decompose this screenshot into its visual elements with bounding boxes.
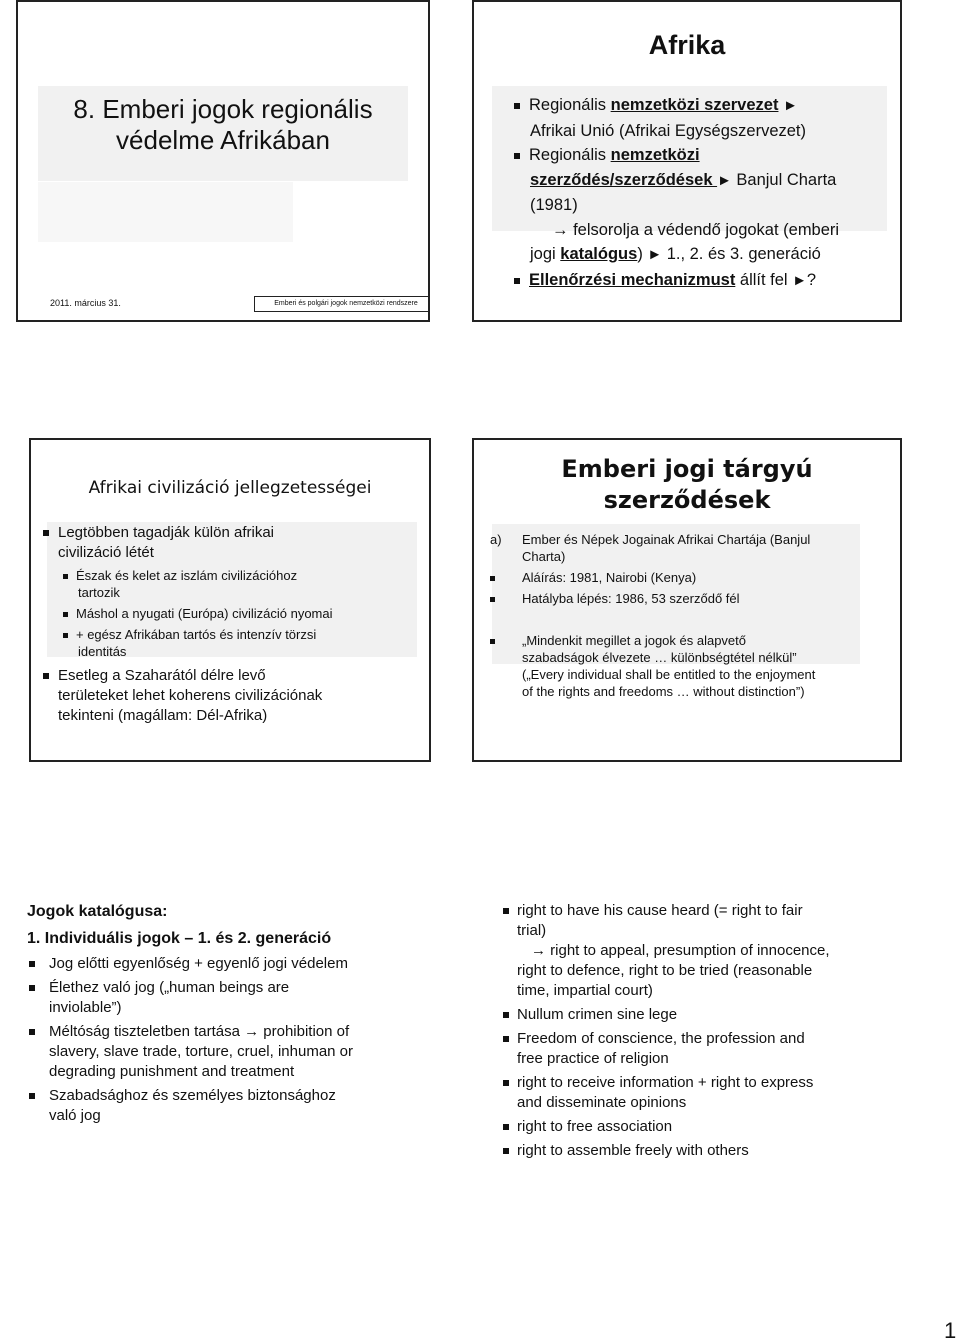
bullet-icon [63,574,68,579]
list-item-continuation: szerződés/szerződések ► Banjul Charta [530,170,837,189]
list-item: Élethez való jog („human beings are [49,978,422,998]
bullet-icon [63,633,68,638]
slide-3-title: Afrikai civilizáció jellegzetességei [88,478,372,498]
list-item-continuation: jogi katalógus) ► 1., 2. és 3. generáció [530,245,821,263]
list-item: right to free association [517,1117,877,1137]
list-item-continuation: (1981) [530,196,578,214]
bullet-icon [43,673,49,679]
list-item: Hatályba lépés: 1986, 53 szerződő fél [490,590,894,607]
play-arrow-icon: ► [783,98,798,114]
slide-3-body [43,523,423,726]
bullet-icon [63,612,68,617]
list-item-continuation: való jog [49,1107,101,1124]
slide-4-title-line: szerződések [603,486,771,514]
slide-2 [472,0,902,322]
slide-1-footer-date: 2011. március 31. [50,298,121,308]
list-item: Regionális nemzetközi [514,143,894,168]
bullet-icon [490,597,495,602]
bullet-icon [490,576,495,581]
list-item-continuation: → felsorolja a védendő jogokat (emberi [552,220,840,239]
list-item-continuation: → right to appeal, presumption of innocence, [531,942,830,959]
list-item-continuation: területeket lehet koherens civilizációnak [58,687,323,704]
list-item: right to receive information + right to express [517,1073,877,1093]
list-item-continuation: and disseminate opinions [517,1094,687,1111]
slide-5-body [27,901,422,1126]
slide-1-title-line: 8. Emberi jogok regionális [73,94,373,124]
slide-1-title [18,94,428,156]
list-item: Jog előtti egyenlőség + egyenlő jogi védelem [49,954,422,974]
list-item: right to assemble freely with others [517,1141,877,1161]
slide-4-title-line: Emberi jogi tárgyú [561,455,813,483]
bullet-icon [29,1029,35,1035]
list-item-continuation: tekinteni (magállam: Dél-Afrika) [58,707,268,724]
bullet-icon [29,961,35,967]
play-arrow-icon: ► [792,272,807,289]
list-item-continuation: inviolable”) [49,999,122,1016]
slide-1-title-line: védelme Afrikában [116,125,330,155]
list-item-continuation: identitás [78,644,127,659]
slide-2-title: Afrika [648,30,726,60]
list-item: Észak és kelet az iszlám civilizációhoz [63,567,423,584]
bullet-icon [29,985,35,991]
bullet-icon [514,278,520,284]
slide-1-footer-text: Emberi és polgári jogok nemzetközi rendszere [254,296,430,312]
slide-6-body [517,901,877,1161]
slide-1-decor-band [38,182,293,242]
bullet-icon [43,530,49,536]
list-item: Aláírás: 1981, Nairobi (Kenya) [490,569,894,586]
list-item: a) Ember és Népek Jogainak Afrikai Chartája (Banjul Charta) [490,532,811,564]
list-item-continuation: time, impartial court) [517,982,653,999]
slide-3 [29,438,431,762]
sub-list [43,567,423,660]
list-item-continuation: free practice of religion [517,1050,669,1067]
bullet-icon [503,908,509,914]
list-item: Esetleg a Szaharától délre levő [43,666,423,686]
list-item-continuation: trial) [517,922,547,939]
list-item: + egész Afrikában tartós és intenzív törzsi [63,626,423,643]
list-item: Nullum crimen sine lege [517,1005,877,1025]
slide-5-heading: Jogok katalógusa: [27,903,168,920]
slide-5 [16,881,430,1182]
list-item: Szabadsághoz és személyes biztonsághoz [49,1086,422,1106]
bullet-icon [514,103,520,109]
play-arrow-icon: ► [717,172,732,189]
slide-4-title [474,454,900,516]
list-item-continuation: Afrikai Unió (Afrikai Egységszervezet) [530,121,807,140]
bullet-icon [503,1080,509,1086]
slide-4-body [490,531,894,700]
bullet-icon [514,153,520,159]
page-number: 1 [944,1318,957,1343]
list-item: right to have his cause heard (= right to fair [517,901,877,921]
list-item: Regionális nemzetközi szervezet ► [514,93,894,119]
slide-6 [472,881,902,1182]
list-item: Freedom of conscience, the profession and [517,1029,877,1049]
play-arrow-icon: ► [647,247,663,263]
list-item-continuation: right to defence, right to be tried (reasonable [517,962,813,979]
slide-4 [472,438,902,762]
list-item-continuation: slavery, slave trade, torture, cruel, inhuman or [49,1043,354,1060]
bullet-icon [503,1148,509,1154]
list-item-continuation: civilizáció létét [58,544,154,561]
bullet-icon [503,1012,509,1018]
bullet-icon [503,1036,509,1042]
list-item: Ellenőrzési mechanizmust állít fel ►? [514,268,894,294]
list-marker: a) [490,532,502,547]
slide-1 [16,0,430,322]
bullet-icon [29,1093,35,1099]
list-item-continuation: degrading punishment and treatment [49,1063,295,1080]
list-item: Máshol a nyugati (Európa) civilizáció nyomai [63,605,423,622]
slide-2-body [514,93,894,293]
slide-5-subheading: 1. Individuális jogok – 1. és 2. generáció [27,930,332,947]
list-item: Legtöbben tagadják külön afrikai [43,523,423,543]
bullet-icon [503,1124,509,1130]
list-item: „Mindenkit megillet a jogok és alapvető szabadságok élvezete … különbségtétel nélkül” („Every individual shall be entitled to the enjoyment of the rights and freedoms … without distinction”) [490,632,894,700]
list-item: Méltóság tiszteletben tartása → prohibition of [49,1022,422,1042]
bullet-icon [490,639,495,644]
list-item-continuation: tartozik [78,585,120,600]
